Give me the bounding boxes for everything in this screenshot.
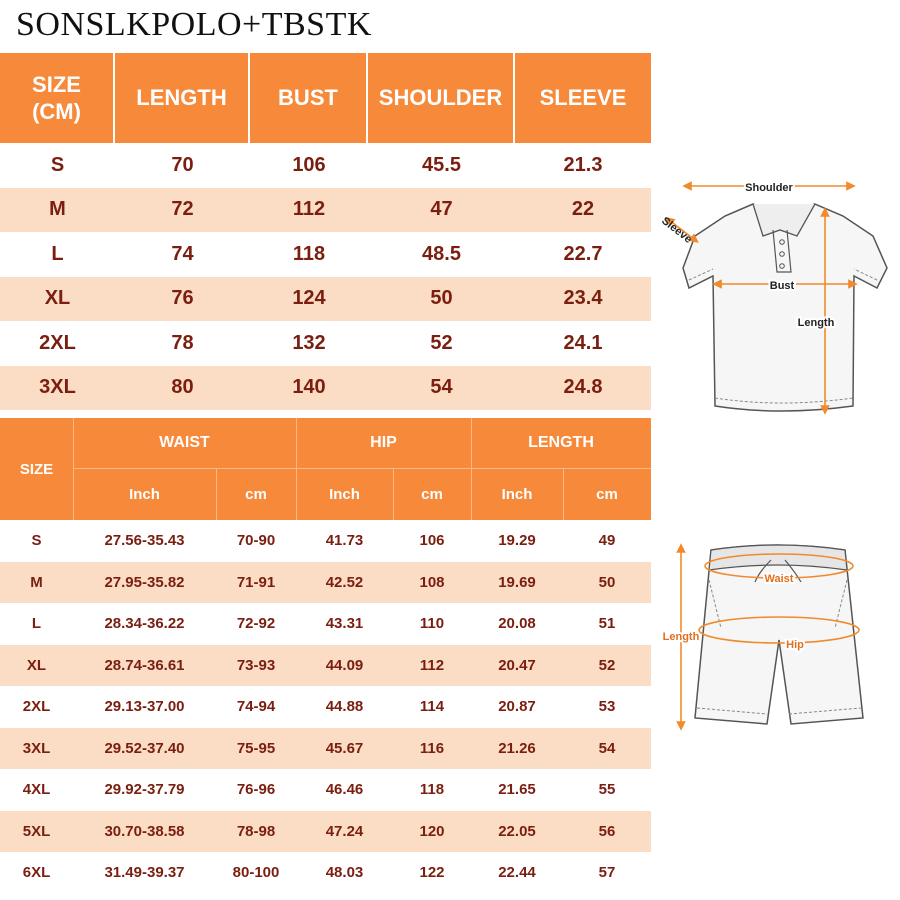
length-cm-cell: 57 bbox=[598, 864, 616, 882]
length-cm-cell: 56 bbox=[598, 822, 616, 840]
length-cell: 76 bbox=[171, 287, 194, 310]
hip-label: Hip bbox=[786, 639, 804, 651]
sleeve-cell: 22 bbox=[571, 198, 595, 221]
size-cell: 4XL bbox=[22, 781, 51, 799]
header-length: LENGTH bbox=[115, 53, 250, 143]
sleeve-cell: 24.1 bbox=[563, 331, 603, 354]
length-inch-cell: 21.26 bbox=[498, 739, 536, 757]
waist-cm-cell: 78-98 bbox=[236, 822, 276, 840]
shirt-table-body bbox=[0, 143, 651, 410]
header-size: SIZE bbox=[19, 460, 54, 478]
waist-cm-cell: 70-90 bbox=[236, 532, 276, 550]
waist-inch-cell: 31.49-39.37 bbox=[104, 864, 185, 882]
size-cell: L bbox=[51, 242, 64, 265]
waist-inch-cell: 29.52-37.40 bbox=[104, 739, 185, 757]
table-row bbox=[0, 603, 651, 645]
sleeve-cell: 23.4 bbox=[563, 287, 603, 310]
sleeve-cell: 24.8 bbox=[563, 376, 603, 399]
header-waist-cm: cm bbox=[245, 486, 267, 503]
size-cell: 3XL bbox=[39, 376, 76, 399]
length-cm-cell: 50 bbox=[598, 573, 616, 591]
hip-cm-cell: 112 bbox=[419, 656, 445, 674]
length-inch-cell: 20.47 bbox=[498, 656, 536, 674]
hip-cm-cell: 120 bbox=[419, 822, 445, 840]
size-cell: XL bbox=[44, 287, 71, 310]
waist-label: Waist bbox=[764, 573, 794, 585]
header-hip-cm: cm bbox=[421, 486, 443, 503]
bust-cell: 106 bbox=[292, 153, 326, 176]
length-cell: 78 bbox=[171, 331, 194, 354]
length-inch-cell: 20.08 bbox=[498, 615, 536, 633]
length-cm-cell: 54 bbox=[598, 739, 616, 757]
waist-cm-cell: 71-91 bbox=[236, 573, 276, 591]
length-inch-cell: 19.29 bbox=[498, 532, 536, 550]
shoulder-cell: 54 bbox=[430, 376, 453, 399]
size-cell: XL bbox=[26, 656, 47, 674]
table-row bbox=[0, 686, 651, 728]
size-cell: M bbox=[30, 573, 43, 591]
sleeve-cell: 21.3 bbox=[563, 153, 603, 176]
table-row bbox=[0, 562, 651, 604]
sleeve-label: Sleeve bbox=[659, 214, 695, 246]
header-size: SIZE (CM) bbox=[0, 53, 115, 143]
waist-cm-cell: 73-93 bbox=[236, 656, 276, 674]
hip-inch-cell: 42.52 bbox=[325, 573, 364, 591]
shoulder-cell: 50 bbox=[430, 287, 453, 310]
bust-cell: 140 bbox=[292, 376, 326, 399]
header-sleeve: SLEEVE bbox=[515, 53, 651, 143]
shoulder-cell: 52 bbox=[430, 331, 453, 354]
bust-cell: 112 bbox=[292, 198, 326, 221]
length-cm-cell: 52 bbox=[598, 656, 616, 674]
header-length-cm: cm bbox=[596, 486, 618, 503]
size-cell: 3XL bbox=[22, 739, 51, 757]
table-row bbox=[0, 232, 651, 277]
table-row bbox=[0, 366, 651, 411]
bust-cell: 132 bbox=[292, 331, 326, 354]
polo-shirt-diagram bbox=[655, 172, 900, 437]
size-cell: 2XL bbox=[39, 331, 76, 354]
shorts-table-header bbox=[0, 418, 651, 520]
length-cm-cell: 49 bbox=[598, 532, 616, 550]
shoulder-label: Shoulder bbox=[745, 182, 793, 194]
table-row bbox=[0, 728, 651, 770]
hip-cm-cell: 122 bbox=[419, 864, 445, 882]
length-inch-cell: 21.65 bbox=[498, 781, 536, 799]
table-row bbox=[0, 321, 651, 366]
length-inch-cell: 22.44 bbox=[498, 864, 536, 882]
length-cm-cell: 53 bbox=[598, 698, 616, 716]
shirt-size-table bbox=[0, 53, 651, 410]
waist-inch-cell: 29.13-37.00 bbox=[104, 698, 185, 716]
shorts-diagram bbox=[655, 532, 900, 737]
waist-cm-cell: 76-96 bbox=[236, 781, 276, 799]
header-bust: BUST bbox=[250, 53, 368, 143]
header-waist: WAIST bbox=[159, 434, 210, 451]
hip-cm-cell: 108 bbox=[419, 573, 445, 591]
hip-inch-cell: 47.24 bbox=[325, 822, 364, 840]
hip-inch-cell: 44.09 bbox=[325, 656, 364, 674]
bust-cell: 118 bbox=[292, 242, 326, 265]
hip-cm-cell: 106 bbox=[419, 532, 445, 550]
shoulder-cell: 48.5 bbox=[422, 242, 461, 265]
shirt-table-header bbox=[0, 53, 651, 143]
length-cell: 80 bbox=[171, 376, 194, 399]
size-cell: L bbox=[31, 615, 42, 633]
table-row bbox=[0, 852, 651, 894]
hip-inch-cell: 43.31 bbox=[325, 615, 364, 633]
hip-inch-cell: 48.03 bbox=[325, 864, 364, 882]
shorts-size-table bbox=[0, 418, 651, 894]
table-row bbox=[0, 520, 651, 562]
bust-cell: 124 bbox=[292, 287, 326, 310]
header-shoulder: SHOULDER bbox=[368, 53, 515, 143]
header-length: LENGTH bbox=[528, 434, 594, 451]
bust-label: Bust bbox=[769, 280, 795, 292]
size-cell: 2XL bbox=[22, 698, 51, 716]
waist-inch-cell: 28.34-36.22 bbox=[104, 615, 185, 633]
length-cell: 72 bbox=[171, 198, 194, 221]
waist-inch-cell: 27.56-35.43 bbox=[104, 532, 185, 550]
size-cell: S bbox=[31, 532, 42, 550]
shorts-table-body bbox=[0, 520, 651, 894]
hip-cm-cell: 116 bbox=[419, 739, 445, 757]
waist-cm-cell: 75-95 bbox=[236, 739, 276, 757]
size-cell: M bbox=[49, 198, 66, 221]
waist-inch-cell: 29.92-37.79 bbox=[104, 781, 185, 799]
hip-inch-cell: 46.46 bbox=[325, 781, 364, 799]
hip-cm-cell: 114 bbox=[419, 698, 445, 716]
length-inch-cell: 19.69 bbox=[498, 573, 536, 591]
hip-inch-cell: 45.67 bbox=[325, 739, 364, 757]
size-cell: S bbox=[50, 153, 65, 176]
waist-cm-cell: 72-92 bbox=[236, 615, 276, 633]
table-row bbox=[0, 769, 651, 811]
hip-cm-cell: 110 bbox=[419, 615, 445, 633]
length-cm-cell: 55 bbox=[598, 781, 616, 799]
length-inch-cell: 20.87 bbox=[498, 698, 536, 716]
hip-inch-cell: 44.88 bbox=[325, 698, 364, 716]
table-row bbox=[0, 277, 651, 322]
table-row bbox=[0, 811, 651, 853]
length-cm-cell: 51 bbox=[598, 615, 616, 633]
shirt-outline-icon bbox=[683, 204, 887, 411]
header-waist-inch: Inch bbox=[129, 486, 160, 503]
chart-title: SONSLKPOLO+TBSTK bbox=[16, 6, 372, 43]
size-cell: 5XL bbox=[22, 822, 51, 840]
hip-inch-cell: 41.73 bbox=[325, 532, 364, 550]
size-cell: 6XL bbox=[22, 864, 51, 882]
shoulder-cell: 45.5 bbox=[422, 153, 461, 176]
waist-cm-cell: 80-100 bbox=[232, 864, 280, 882]
length-label: Length bbox=[662, 631, 700, 643]
waist-cm-cell: 74-94 bbox=[236, 698, 276, 716]
sleeve-cell: 22.7 bbox=[563, 242, 603, 265]
header-hip-inch: Inch bbox=[329, 486, 360, 503]
waist-inch-cell: 28.74-36.61 bbox=[104, 656, 185, 674]
shoulder-cell: 47 bbox=[430, 198, 453, 221]
table-row bbox=[0, 143, 651, 188]
length-label: Length bbox=[797, 317, 835, 329]
table-row bbox=[0, 645, 651, 687]
waist-inch-cell: 27.95-35.82 bbox=[104, 573, 185, 591]
length-inch-cell: 22.05 bbox=[498, 822, 536, 840]
table-row bbox=[0, 188, 651, 233]
header-hip: HIP bbox=[370, 434, 397, 451]
length-cell: 70 bbox=[171, 153, 194, 176]
shorts-outline-icon bbox=[695, 545, 863, 724]
hip-cm-cell: 118 bbox=[419, 781, 445, 799]
waist-inch-cell: 30.70-38.58 bbox=[104, 822, 185, 840]
length-cell: 74 bbox=[171, 242, 194, 265]
header-length-inch: Inch bbox=[501, 486, 533, 503]
